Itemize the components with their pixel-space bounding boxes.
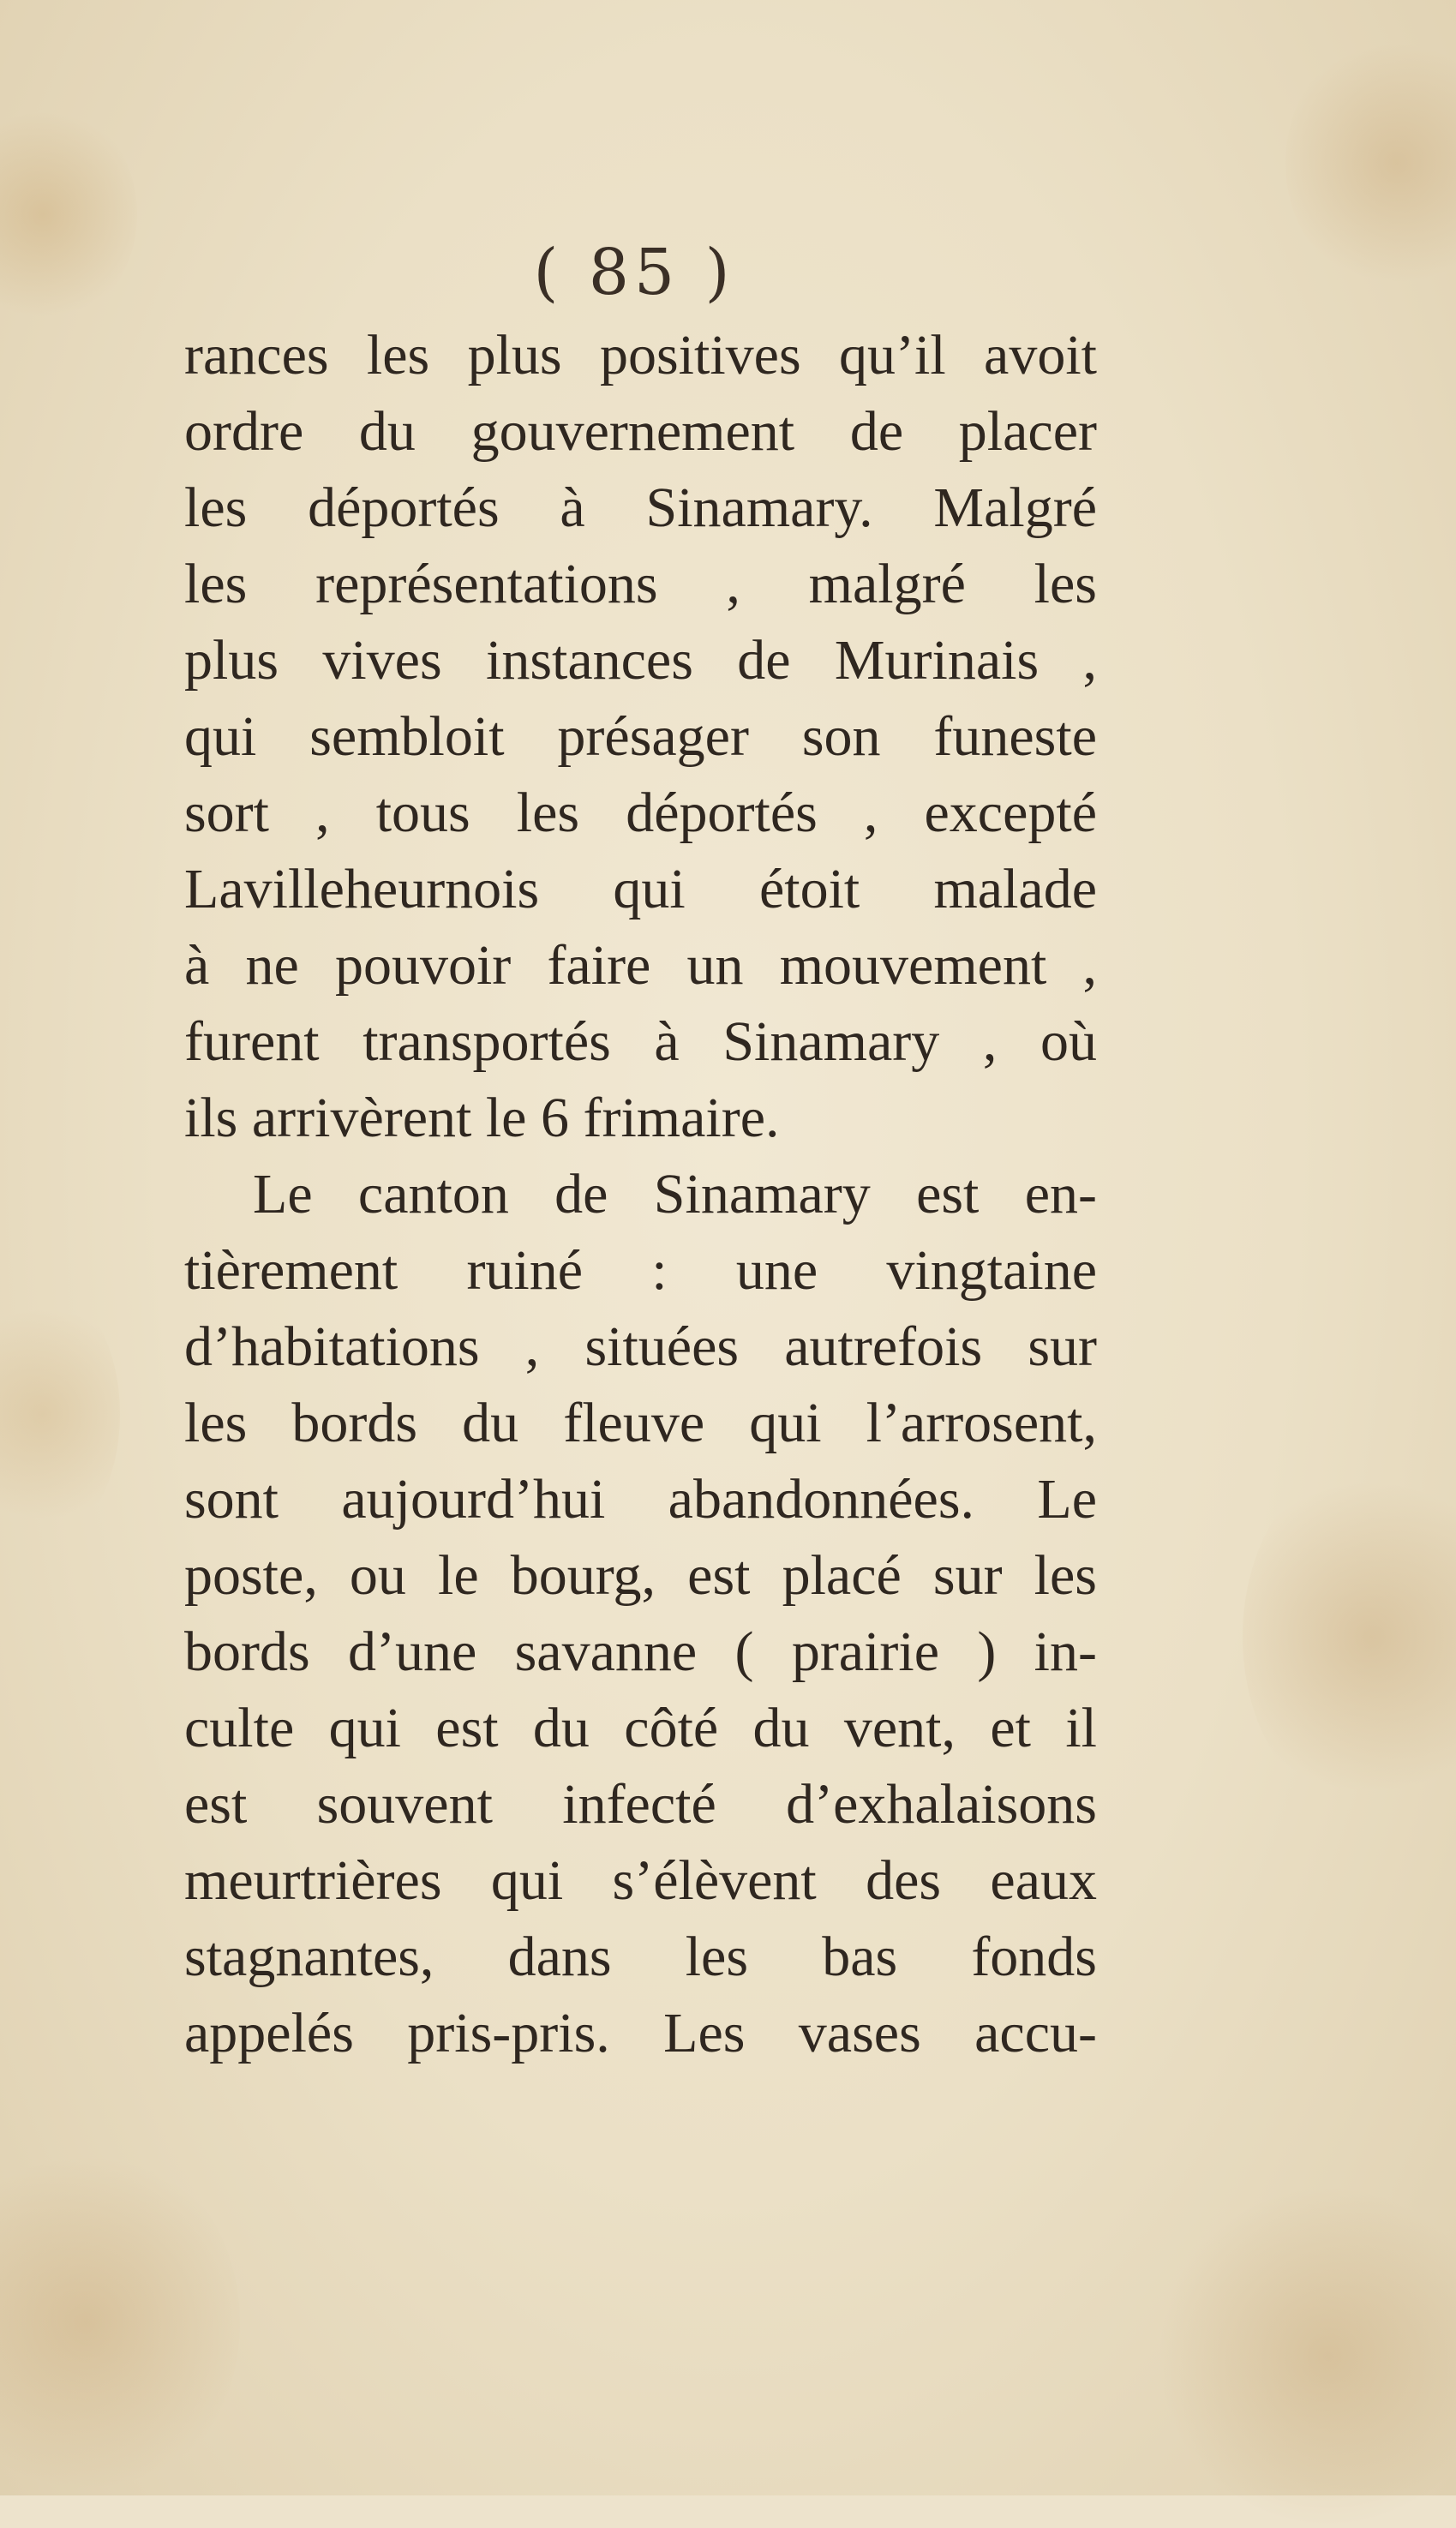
text-line: les représentations , malgré les <box>184 553 1097 615</box>
paper-stain <box>1157 2185 1456 2528</box>
text-line: sont aujourd’hui abandonnées. Le <box>184 1468 1097 1531</box>
text-line: Lavilleheurnois qui étoit malade <box>184 858 1097 920</box>
text-line: à ne pouvoir faire un mouvement , <box>184 934 1097 997</box>
paper-stain <box>0 1285 120 1543</box>
text-line: ordre du gouvernement de placer <box>184 400 1097 463</box>
text-line: culte qui est du côté du vent, et il <box>184 1697 1097 1759</box>
text-line: poste, ou le bourg, est placé sur les <box>184 1544 1097 1607</box>
text-line: plus vives instances de Murinais , <box>184 629 1097 692</box>
text-line: sort , tous les déportés , excepté <box>184 782 1097 844</box>
text-line: stagnantes, dans les bas fonds <box>184 1926 1097 1988</box>
text-line: meurtrières qui s’élèvent des eaux <box>184 1849 1097 1912</box>
text-line: d’habitations , situées autrefois sur <box>184 1315 1097 1378</box>
text-line: bords d’une savanne ( prairie ) in- <box>184 1620 1097 1683</box>
paper-stain <box>0 2142 240 2502</box>
text-line: les déportés à Sinamary. Malgré <box>184 476 1097 539</box>
text-line: tièrement ruiné : une vingtaine <box>184 1239 1097 1302</box>
text-line: les bords du fleuve qui l’arrosent, <box>184 1392 1097 1454</box>
paper-stain <box>1243 1457 1456 1817</box>
text-line: est souvent infecté d’exhalaisons <box>184 1773 1097 1836</box>
text-line: furent transportés à Sinamary , où <box>184 1010 1097 1073</box>
text-line: appelés pris-pris. Les vases accu- <box>184 2002 1097 2064</box>
text-line: rances les plus positives qu’il avoit <box>184 324 1097 386</box>
text-line: ils arrivèrent le 6 frimaire. <box>184 1087 780 1149</box>
text-line: Le canton de Sinamary est en- <box>253 1163 1097 1225</box>
paper-stain <box>1285 34 1456 291</box>
body-text <box>184 317 1097 2071</box>
page-number-header: ( 85 ) <box>533 236 735 309</box>
text-line: qui sembloit présager son funeste <box>184 705 1097 768</box>
